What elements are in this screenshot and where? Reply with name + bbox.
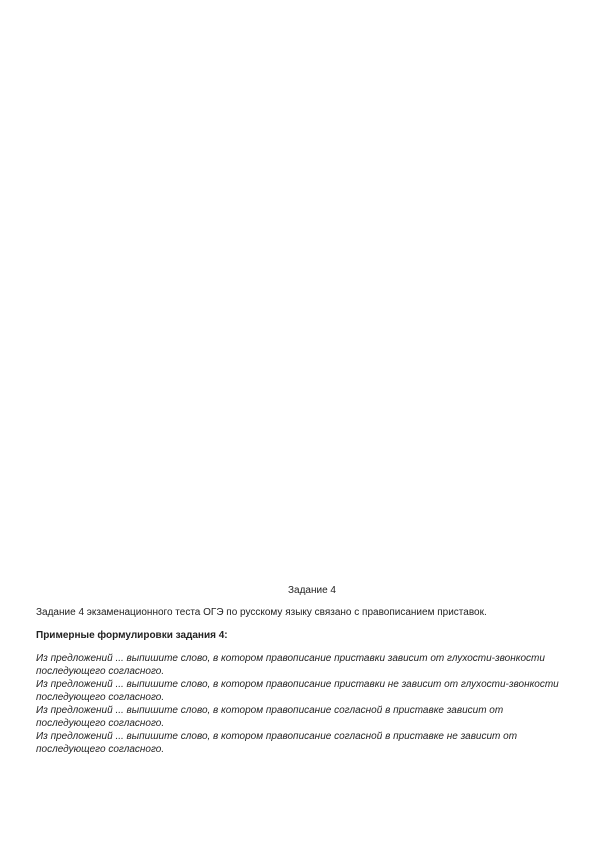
list-item: Из предложений ... выпишите слово, в котором правописание согласной в приставке не зависит от последующего согласного.: [36, 731, 518, 755]
intro-paragraph: Задание 4 экзаменационного теста ОГЭ по русскому языку связано с правописанием приставок.: [36, 607, 487, 618]
page-title: Задание 4: [287, 585, 336, 596]
section-heading: Примерные формулировки задания 4:: [36, 630, 228, 641]
list-item: Из предложений ... выпишите слово, в котором правописание согласной в приставке зависит от последующего согласного.: [36, 705, 504, 729]
task-list: [36, 652, 566, 756]
list-item: Из предложений ... выпишите слово, в котором правописание приставки зависит от глухости-звонкости последующего согласного.: [36, 653, 545, 677]
list-item: Из предложений ... выпишите слово, в котором правописание приставки не зависит от глухости-звонкости последующего согласного.: [36, 679, 559, 703]
document-content: [36, 584, 566, 756]
